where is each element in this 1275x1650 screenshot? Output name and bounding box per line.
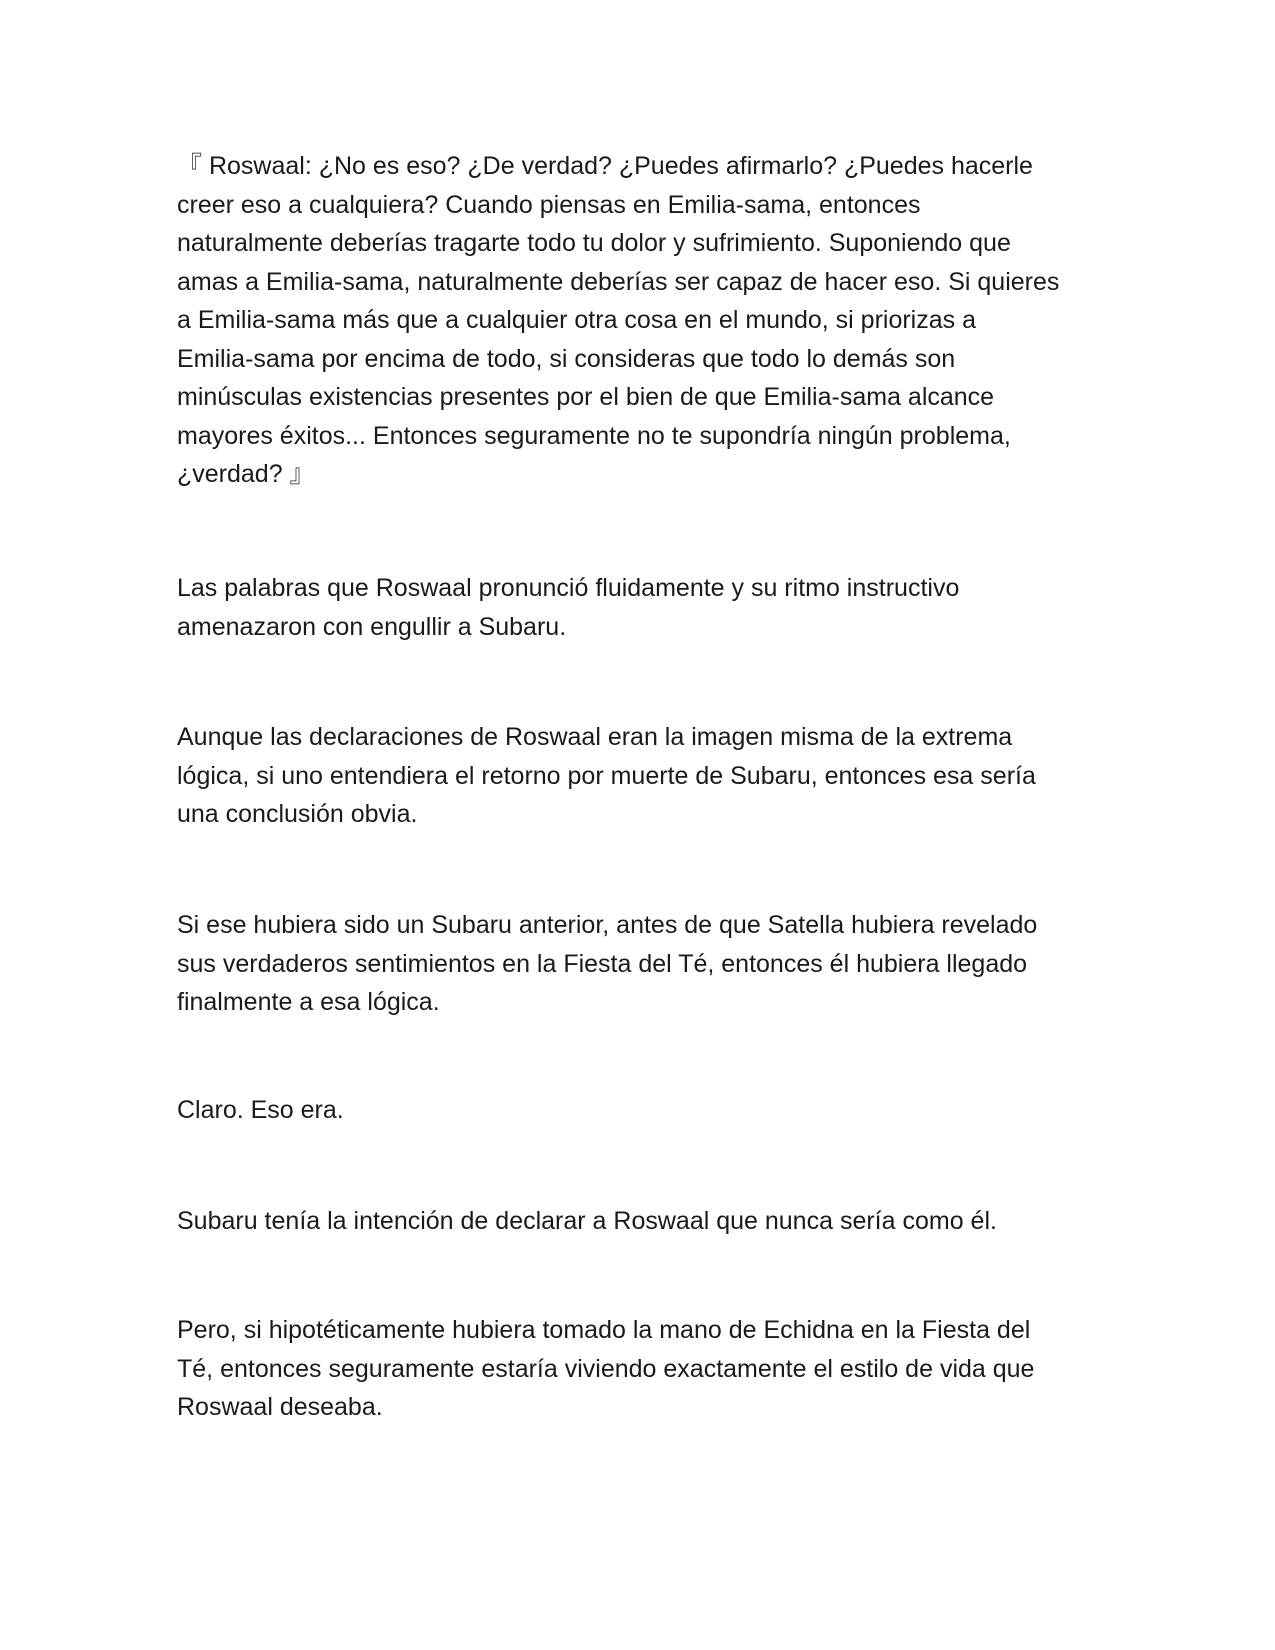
- paragraph-roswaal-words: Las palabras que Roswaal pronunció fluidamente y su ritmo instructivo amenazaron con engullir a Subaru.: [177, 574, 960, 641]
- paragraph-echidna-hand: Pero, si hipotéticamente hubiera tomado la mano de Echidna en la Fiesta del Té, entonces seguramente estaría viviendo exactamente el estilo de vida que Roswaal deseaba.: [177, 1316, 1035, 1421]
- paragraph-subaru-intention: Subaru tenía la intención de declarar a Roswaal que nunca sería como él.: [177, 1207, 997, 1235]
- paragraph-extreme-logic: Aunque las declaraciones de Roswaal eran la imagen misma de la extrema lógica, si uno entendiera el retorno por muerte de Subaru, entonces esa sería una conclusión obvia.: [177, 723, 1036, 828]
- paragraph-claro: Claro. Eso era.: [177, 1096, 344, 1124]
- paragraph-previous-subaru: Si ese hubiera sido un Subaru anterior, antes de que Satella hubiera revelado sus verdaderos sentimientos en la Fiesta del Té, entonces él hubiera llegado finalmente a esa lógica.: [177, 911, 1038, 1016]
- paragraph-roswaal-quote: 『 Roswaal: ¿No es eso? ¿De verdad? ¿Puedes afirmarlo? ¿Puedes hacerle creer eso a cualquiera? Cuando piensas en Emilia-sama, entonces naturalmente deberías tragarte todo tu dolor y sufrimiento. Suponiendo que amas a Emilia-sama, naturalmente deberías ser capaz de hacer eso. Si quieres a Emilia-sama más que a cualquier otra cosa en el mundo, si priorizas a Emilia-sama por encima de todo, si consideras que todo lo demás son minúsculas existencias presentes por el bien de que Emilia-sama alcance mayores éxitos... Entonces seguramente no te supondría ningún problema, ¿verdad? 』: [177, 152, 1060, 488]
